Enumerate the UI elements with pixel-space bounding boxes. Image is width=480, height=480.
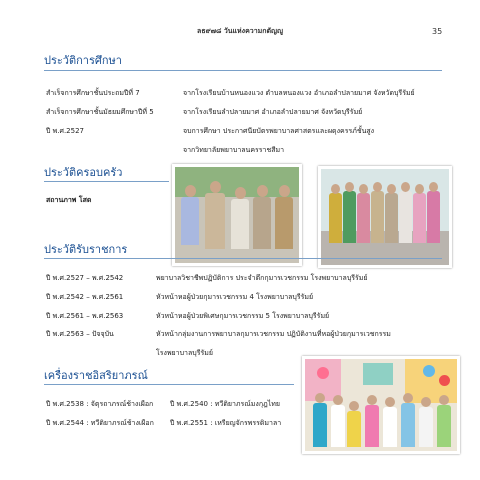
career-rule [44, 258, 442, 259]
decoration-row-1-right: ปี พ.ศ.2540 : ทวีติยาภรณ์มงกุฎไทย [170, 400, 280, 408]
career-row-3-period: ปี พ.ศ.2561 – พ.ศ.2563 [46, 312, 124, 320]
decoration-row-2-left: ปี พ.ศ.2544 : ทวีติยาภรณ์ช้างเผือก [46, 419, 154, 427]
career-row-4-detail: หัวหน้ากลุ่มงานการพยาบาลกุมารเวชกรรม ปฏิบัติงานที่หอผู้ป่วยกุมารเวชกรรม [156, 330, 391, 338]
career-row-1-detail: พยาบาลวิชาชีพปฏิบัติการ ประจำตึกกุมารเวชกรรม โรงพยาบาลบุรีรัมย์ [156, 274, 368, 282]
family-heading: ประวัติครอบครัว [44, 166, 123, 179]
family-photo-2 [318, 166, 452, 268]
education-row-2-label: สำเร็จการศึกษาชั้นมัธยมศึกษาปีที่ 5 [46, 108, 154, 116]
education-row-1-value: จากโรงเรียนบ้านหนองแวง ตำบลหนองแวง อำเภอลำปลายมาศ จังหวัดบุรีรัมย์ [183, 89, 415, 97]
education-row-4-value: จากวิทยาลัยพยาบาลนครราชสีมา [183, 146, 285, 154]
family-rule [44, 181, 169, 182]
education-row-3-value: จบการศึกษา ประกาศนียบัตรพยาบาลศาสตรและผดุงครรภ์ชั้นสูง [183, 127, 375, 135]
decorations-rule [44, 384, 294, 385]
decoration-row-2-right: ปี พ.ศ.2551 : เหรียญจักรพรรดิมาลา [170, 419, 282, 427]
decoration-row-1-left: ปี พ.ศ.2538 : จัตุรถาภรณ์ช้างเผือก [46, 400, 154, 408]
marital-status: สถานภาพ โสด [46, 196, 92, 204]
education-heading: ประวัติการศึกษา [44, 54, 122, 67]
career-heading: ประวัติรับราชการ [44, 243, 128, 256]
career-row-1-period: ปี พ.ศ.2527 – พ.ศ.2542 [46, 274, 124, 282]
education-row-2-value: จากโรงเรียนลำปลายมาศ อำเภอลำปลายมาศ จังหวัดบุรีรัมย์ [183, 108, 363, 116]
family-photo-1 [172, 164, 302, 266]
career-row-4-period: ปี พ.ศ.2563 – ปัจจุบัน [46, 330, 114, 338]
career-row-2-detail: หัวหน้าหอผู้ป่วยกุมารเวชกรรม 4 โรงพยาบาลบุรีรัมย์ [156, 293, 314, 301]
education-row-1-label: สำเร็จการศึกษาชั้นประถมปีที่ 7 [46, 89, 140, 97]
page-number: 35 [432, 27, 443, 36]
career-row-3-detail: หัวหน้าหอผู้ป่วยพิเศษกุมารเวชกรรม 5 โรงพยาบาลบุรีรัมย์ [156, 312, 330, 320]
career-row-5-detail: โรงพยาบาลบุรีรัมย์ [156, 349, 213, 357]
decorations-heading: เครื่องราชอิสริยาภรณ์ [44, 369, 148, 382]
page-header: ลธ๙๗๘ วันแห่งความกตัญญู [197, 27, 283, 35]
career-row-2-period: ปี พ.ศ.2542 – พ.ศ.2561 [46, 293, 124, 301]
celebration-photo [302, 356, 460, 454]
education-row-3-label: ปี พ.ศ.2527 [46, 127, 84, 135]
education-rule [44, 70, 442, 71]
